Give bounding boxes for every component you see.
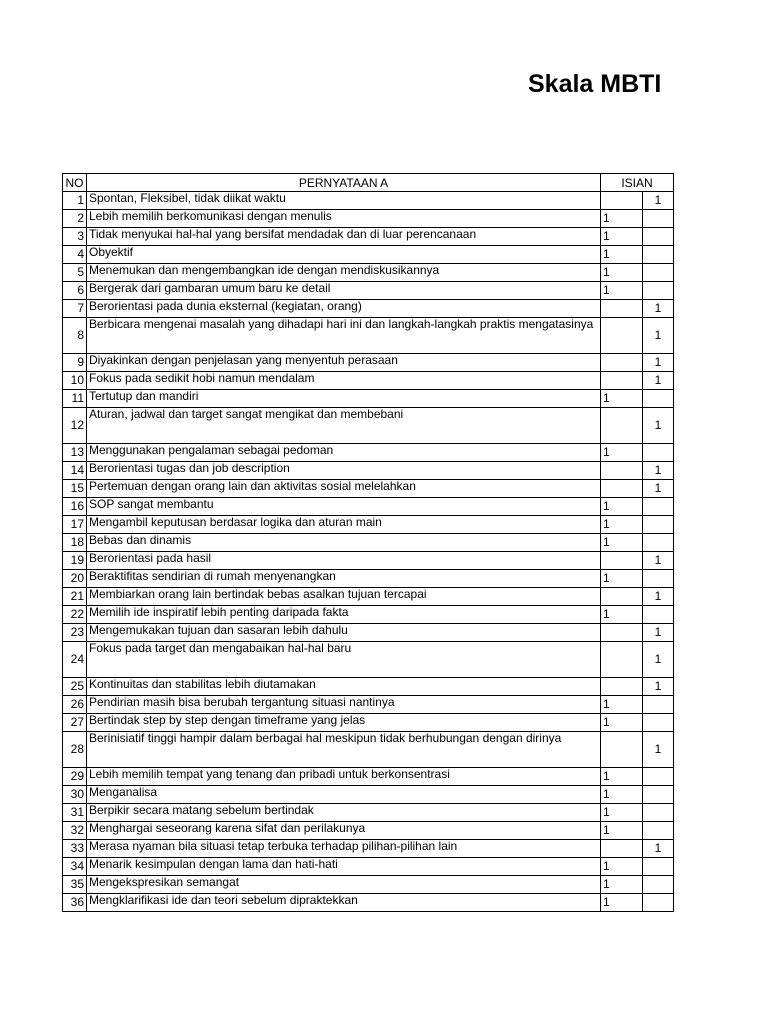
row-number: 9 [63,354,87,372]
isian-cell-a[interactable]: 1 [601,714,643,732]
isian-cell-b[interactable] [643,858,674,876]
isian-cell-a[interactable] [601,642,643,678]
isian-cell-a[interactable]: 1 [601,210,643,228]
table-row [63,588,674,606]
table-row [63,624,674,642]
isian-cell-a[interactable]: 1 [601,390,643,408]
table-row [63,822,674,840]
isian-cell-b[interactable]: 1 [643,192,674,210]
isian-cell-a[interactable] [601,318,643,354]
row-number: 7 [63,300,87,318]
row-number: 23 [63,624,87,642]
isian-cell-b[interactable] [643,390,674,408]
table-row [63,462,674,480]
row-number: 10 [63,372,87,390]
row-number: 13 [63,444,87,462]
isian-cell-b[interactable]: 1 [643,300,674,318]
statement-text: Mengekspresikan semangat [87,876,601,894]
table-row [63,480,674,498]
row-number: 15 [63,480,87,498]
table-row [63,840,674,858]
table-row [63,246,674,264]
isian-cell-b[interactable] [643,228,674,246]
isian-cell-a[interactable]: 1 [601,822,643,840]
isian-cell-a[interactable]: 1 [601,282,643,300]
statement-text: Fokus pada sedikit hobi namun mendalam [87,372,601,390]
row-number: 31 [63,804,87,822]
statement-text: Tidak menyukai hal-hal yang bersifat mendadak dan di luar perencanaan [87,228,601,246]
table-row [63,498,674,516]
table-row [63,858,674,876]
isian-cell-a[interactable] [601,300,643,318]
table-row [63,714,674,732]
isian-cell-b[interactable] [643,786,674,804]
isian-cell-b[interactable] [643,894,674,912]
table-row [63,192,674,210]
mbti-table [62,173,674,912]
statement-text: Spontan, Fleksibel, tidak diikat waktu [87,192,601,210]
row-number: 5 [63,264,87,282]
isian-cell-b[interactable] [643,282,674,300]
isian-cell-a[interactable] [601,462,643,480]
row-number: 18 [63,534,87,552]
header-isian: ISIAN [601,174,674,192]
isian-cell-a[interactable]: 1 [601,696,643,714]
isian-cell-b[interactable] [643,210,674,228]
isian-cell-b[interactable] [643,876,674,894]
row-number: 3 [63,228,87,246]
table-row [63,876,674,894]
isian-cell-b[interactable]: 1 [643,552,674,570]
statement-text: Lebih memilih berkomunikasi dengan menulis [87,210,601,228]
isian-cell-b[interactable] [643,570,674,588]
statement-text: Beraktifitas sendirian di rumah menyenangkan [87,570,601,588]
row-number: 24 [63,642,87,678]
table-row [63,210,674,228]
row-number: 25 [63,678,87,696]
isian-cell-a[interactable]: 1 [601,570,643,588]
isian-cell-b[interactable]: 1 [643,732,674,768]
isian-cell-b[interactable]: 1 [643,318,674,354]
statement-text: Mengemukakan tujuan dan sasaran lebih dahulu [87,624,601,642]
isian-cell-b[interactable]: 1 [643,624,674,642]
isian-cell-b[interactable] [643,606,674,624]
row-number: 8 [63,318,87,354]
row-number: 27 [63,714,87,732]
statement-text: Berorientasi tugas dan job description [87,462,601,480]
statement-text: Merasa nyaman bila situasi tetap terbuka terhadap pilihan-pilihan lain [87,840,601,858]
isian-cell-b[interactable]: 1 [643,408,674,444]
statement-text: Bergerak dari gambaran umum baru ke detail [87,282,601,300]
isian-cell-a[interactable]: 1 [601,786,643,804]
isian-cell-a[interactable] [601,354,643,372]
isian-cell-b[interactable]: 1 [643,354,674,372]
row-number: 35 [63,876,87,894]
isian-cell-b[interactable] [643,498,674,516]
isian-cell-b[interactable]: 1 [643,642,674,678]
statement-text: Menganalisa [87,786,601,804]
table-row [63,552,674,570]
table-row [63,390,674,408]
isian-cell-a[interactable]: 1 [601,858,643,876]
statement-text: Mengklarifikasi ide dan teori sebelum dipraktekkan [87,894,601,912]
isian-cell-a[interactable] [601,624,643,642]
isian-cell-b[interactable] [643,516,674,534]
statement-text: Berorientasi pada hasil [87,552,601,570]
row-number: 17 [63,516,87,534]
isian-cell-a[interactable] [601,552,643,570]
isian-cell-b[interactable] [643,534,674,552]
statement-text: Mengambil keputusan berdasar logika dan aturan main [87,516,601,534]
isian-cell-a[interactable] [601,588,643,606]
isian-cell-b[interactable] [643,714,674,732]
isian-cell-a[interactable]: 1 [601,606,643,624]
row-number: 30 [63,786,87,804]
isian-cell-b[interactable] [643,768,674,786]
isian-cell-a[interactable] [601,192,643,210]
row-number: 1 [63,192,87,210]
table-row [63,408,674,444]
row-number: 36 [63,894,87,912]
table-row [63,732,674,768]
isian-cell-a[interactable] [601,372,643,390]
isian-cell-a[interactable]: 1 [601,894,643,912]
row-number: 29 [63,768,87,786]
isian-cell-b[interactable]: 1 [643,840,674,858]
statement-text: Membiarkan orang lain bertindak bebas asalkan tujuan tercapai [87,588,601,606]
table-row [63,444,674,462]
table-row [63,264,674,282]
statement-text: Menarik kesimpulan dengan lama dan hati-hati [87,858,601,876]
statement-text: Memilih ide inspiratif lebih penting daripada fakta [87,606,601,624]
isian-cell-b[interactable] [643,444,674,462]
statement-text: Pertemuan dengan orang lain dan aktivitas sosial melelahkan [87,480,601,498]
statement-text: SOP sangat membantu [87,498,601,516]
statement-text: Menggunakan pengalaman sebagai pedoman [87,444,601,462]
isian-cell-b[interactable]: 1 [643,480,674,498]
table-row [63,516,674,534]
table-header-row [63,174,674,192]
statement-text: Tertutup dan mandiri [87,390,601,408]
isian-cell-b[interactable]: 1 [643,588,674,606]
isian-cell-b[interactable] [643,804,674,822]
isian-cell-a[interactable]: 1 [601,444,643,462]
statement-text: Bebas dan dinamis [87,534,601,552]
statement-text: Lebih memilih tempat yang tenang dan pribadi untuk berkonsentrasi [87,768,601,786]
table-body [63,192,674,912]
table-row [63,354,674,372]
isian-cell-a[interactable] [601,840,643,858]
header-statement-a: PERNYATAAN A [87,174,601,192]
table-row [63,678,674,696]
row-number: 6 [63,282,87,300]
table-row [63,642,674,678]
row-number: 2 [63,210,87,228]
isian-cell-b[interactable] [643,822,674,840]
isian-cell-a[interactable]: 1 [601,768,643,786]
table-row [63,282,674,300]
isian-cell-a[interactable] [601,480,643,498]
isian-cell-b[interactable]: 1 [643,462,674,480]
isian-cell-a[interactable] [601,408,643,444]
statement-text: Berpikir secara matang sebelum bertindak [87,804,601,822]
isian-cell-a[interactable] [601,732,643,768]
row-number: 16 [63,498,87,516]
statement-text: Obyektif [87,246,601,264]
row-number: 21 [63,588,87,606]
table-row [63,804,674,822]
table-row [63,786,674,804]
statement-text: Aturan, jadwal dan target sangat mengikat dan membebani [87,408,601,444]
statement-text: Menemukan dan mengembangkan ide dengan mendiskusikannya [87,264,601,282]
row-number: 4 [63,246,87,264]
isian-cell-a[interactable]: 1 [601,264,643,282]
isian-cell-b[interactable]: 1 [643,678,674,696]
isian-cell-a[interactable] [601,678,643,696]
row-number: 22 [63,606,87,624]
table-row [63,318,674,354]
statement-text: Fokus pada target dan mengabaikan hal-hal baru [87,642,601,678]
row-number: 19 [63,552,87,570]
statement-text: Bertindak step by step dengan timeframe yang jelas [87,714,601,732]
table-row [63,768,674,786]
header-no: NO [63,174,87,192]
table-row [63,894,674,912]
isian-cell-b[interactable] [643,264,674,282]
table-row [63,534,674,552]
table-row [63,300,674,318]
table-row [63,606,674,624]
row-number: 12 [63,408,87,444]
table-row [63,228,674,246]
statement-text: Menghargai seseorang karena sifat dan perilakunya [87,822,601,840]
table-row [63,570,674,588]
table-row [63,372,674,390]
table-row [63,696,674,714]
row-number: 20 [63,570,87,588]
row-number: 11 [63,390,87,408]
isian-cell-a[interactable]: 1 [601,876,643,894]
row-number: 34 [63,858,87,876]
statement-text: Pendirian masih bisa berubah tergantung situasi nantinya [87,696,601,714]
page-title: Skala MBTI [528,70,662,98]
isian-cell-b[interactable] [643,696,674,714]
row-number: 33 [63,840,87,858]
isian-cell-a[interactable]: 1 [601,516,643,534]
statement-text: Kontinuitas dan stabilitas lebih diutamakan [87,678,601,696]
isian-cell-b[interactable]: 1 [643,372,674,390]
isian-cell-b[interactable] [643,246,674,264]
isian-cell-a[interactable]: 1 [601,804,643,822]
statement-text: Berbicara mengenai masalah yang dihadapi hari ini dan langkah-langkah praktis mengatasinya [87,318,601,354]
isian-cell-a[interactable]: 1 [601,228,643,246]
row-number: 32 [63,822,87,840]
row-number: 14 [63,462,87,480]
statement-text: Berorientasi pada dunia eksternal (kegiatan, orang) [87,300,601,318]
isian-cell-a[interactable]: 1 [601,534,643,552]
row-number: 26 [63,696,87,714]
statement-text: Berinisiatif tinggi hampir dalam berbagai hal meskipun tidak berhubungan dengan dirinya [87,732,601,768]
isian-cell-a[interactable]: 1 [601,246,643,264]
statement-text: Diyakinkan dengan penjelasan yang menyentuh perasaan [87,354,601,372]
isian-cell-a[interactable]: 1 [601,498,643,516]
row-number: 28 [63,732,87,768]
